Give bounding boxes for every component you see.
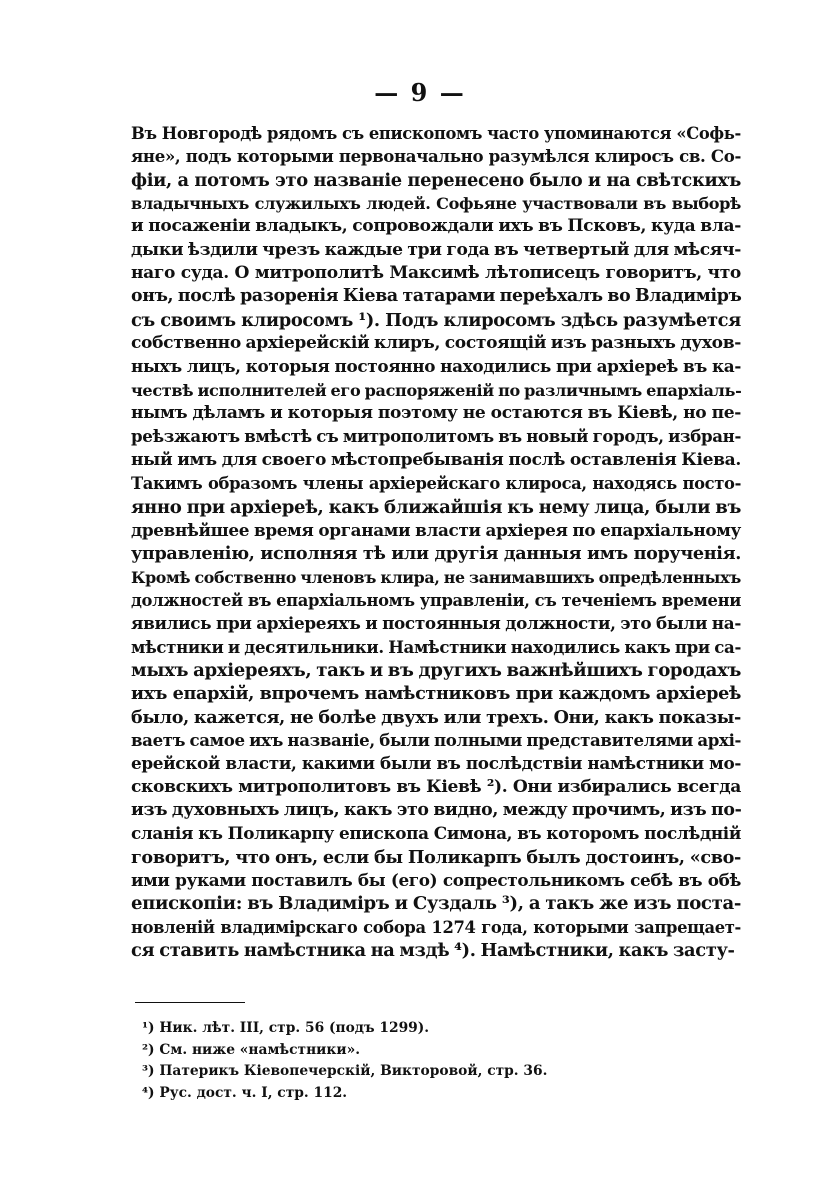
text-line: ихъ епархій, впрочемъ намѣстниковъ при каждомъ архіереѣ — [131, 683, 741, 705]
text-line: ныхъ лицъ, которыя постоянно находились при архіереѣ въ ка- — [131, 356, 741, 377]
text-line: Въ Новгородѣ рядомъ съ епископомъ часто упоминаются «Софь- — [131, 124, 741, 143]
text-line: онъ, послѣ разоренія Кіева татарами переѣхалъ во Владиміръ — [131, 286, 742, 307]
text-line: мыхъ архіереяхъ, такъ и въ другихъ важнѣйшихъ городахъ — [131, 659, 741, 681]
text-line: ваетъ самое ихъ названіе, были полными представителями архі- — [131, 729, 742, 750]
text-line: новленій владимірскаго собора 1274 года, которыми запрещает- — [131, 917, 741, 937]
text-line: ный имъ для своего мѣстопребыванія послѣ оставленія Кіева. — [131, 449, 741, 470]
text-line: чествѣ исполнителей его распоряженій по различнымъ епархіаль- — [131, 380, 742, 400]
text-line: изъ духовныхъ лицъ, какъ это видно, между прочимъ, изъ по- — [131, 799, 742, 820]
footnote: ³) Патерикъ Кіевопечерскій, Викторовой, стр. 36. — [142, 1063, 548, 1080]
text-line: яне», подъ которыми первоначально разумѣлся клиросъ св. Со- — [131, 146, 741, 167]
text-line: епископіи: въ Владиміръ и Суздаль ³), а такъ же изъ поста- — [131, 893, 741, 915]
text-line: дыки ѣздили чрезъ каждые три года въ четвертый для мѣсяч- — [131, 239, 741, 260]
text-line: ерейской власти, какими были въ послѣдствіи намѣстники мо- — [131, 753, 741, 774]
text-line: ся ставить намѣстника на мздѣ ⁴). Намѣстники, какъ засту- — [131, 940, 735, 962]
text-line: должностей въ епархіальномъ управленіи, съ теченіемъ времени — [131, 590, 741, 610]
text-line: реѣзжаютъ вмѣстѣ съ митрополитомъ въ новый городъ, избран- — [131, 426, 741, 447]
text-line: нымъ дѣламъ и которыя поэтому не остаются въ Кіевѣ, но пе- — [131, 403, 741, 424]
footnotes — [142, 1018, 702, 1105]
text-line: Кромѣ собственно членовъ клира, не занимавшихъ опредѣленныхъ — [131, 567, 741, 587]
text-line: мѣстники и десятильники. Намѣстники находились какъ при са- — [131, 636, 741, 657]
text-line: было, кажется, не болѣе двухъ или трехъ. Они, какъ показы- — [131, 706, 741, 728]
text-line: владычныхъ служилыхъ людей. Софьяне участвовали въ выборѣ — [131, 194, 741, 214]
footnote: ²) См. ниже «намѣстники». — [142, 1041, 361, 1058]
text-line: фіи, а потомъ это названіе перенесено было и на свѣтскихъ — [131, 169, 741, 191]
text-line: явились при архіереяхъ и постоянныя должности, это были на- — [131, 613, 741, 634]
page-number: — 9 — — [374, 78, 466, 107]
text-line: древнѣйшее время органами власти архіерея по епархіальному — [131, 519, 741, 540]
text-line: сланія къ Поликарпу епископа Симона, въ которомъ послѣдній — [131, 823, 741, 844]
text-line: управленію, исполняя тѣ или другія данныя имъ порученія. — [131, 543, 741, 565]
text-line: съ своимъ клиросомъ ¹). Подъ клиросомъ здѣсь разумѣется — [131, 309, 741, 331]
main-text — [131, 122, 741, 962]
text-line: ими руками поставилъ бы (его) сопрестольникомъ себѣ въ обѣ — [131, 870, 741, 890]
text-line: янно при архіереѣ, какъ ближайшія къ нему лица, были въ — [131, 496, 741, 518]
text-line: сковскихъ митрополитовъ въ Кіевѣ ²). Они избирались всегда — [131, 776, 741, 797]
footnote: ¹) Ник. лѣт. III, стр. 56 (подъ 1299). — [142, 1020, 430, 1036]
text-line: наго суда. О митрополитѣ Максимѣ лѣтописецъ говоритъ, что — [131, 263, 741, 284]
footnote-divider — [135, 1002, 245, 1003]
text-line: говоритъ, что онъ, если бы Поликарпъ былъ достоинъ, «сво- — [131, 846, 741, 868]
text-line: и посаженіи владыкъ, сопровождали ихъ въ Псковъ, куда вла- — [131, 216, 741, 237]
text-line: Такимъ образомъ члены архіерейскаго клироса, находясь посто- — [131, 474, 741, 494]
text-line: собственно архіерейскій клиръ, состоящій изъ разныхъ духов- — [131, 333, 741, 354]
footnote: ⁴) Рус. дост. ч. I, стр. 112. — [142, 1085, 348, 1102]
